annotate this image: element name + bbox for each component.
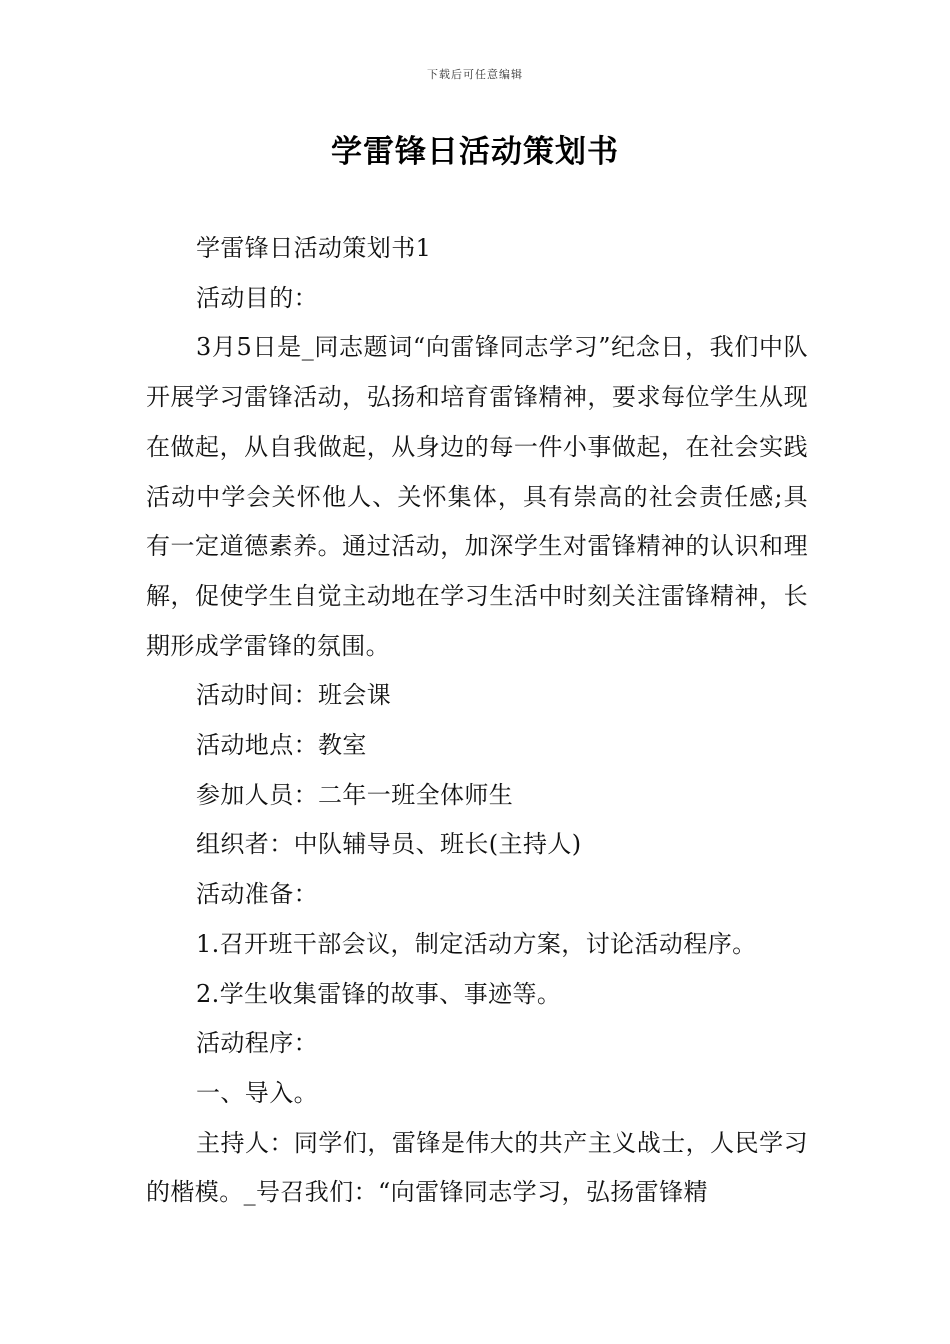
document-title: 学雷锋日活动策划书 (331, 134, 619, 170)
paragraph-procedure-intro: 一、导入。 (196, 1078, 318, 1107)
paragraph-participants: 参加人员：二年一班全体师生 (196, 780, 514, 809)
paragraph-purpose: 3月5日是_同志题词“向雷锋同志学习”纪念日，我们中队开展学习雷锋活动，弘扬和培育雷锋精神，要求每位学生从现在做起，从自我做起，从身边的每一件小事做起，在社会实践活动中学会关怀他人、关怀集体，具有崇高的社会责任感;具有一定道德素养。通过活动，加深学生对雷锋精神的认识和理解，促使学生自觉主动地在学习生活中时刻关注雷锋精神，长期形成学雷锋的氛围。 (146, 333, 808, 660)
paragraph-preparation-1: 1.召开班干部会议，制定活动方案，讨论活动程序。 (196, 929, 757, 958)
paragraph-procedure-heading: 活动程序： (196, 1029, 318, 1058)
paragraph-location: 活动地点：教室 (196, 731, 367, 760)
paragraph-subtitle: 学雷锋日活动策划书1 (196, 234, 432, 262)
paragraph-preparation-heading: 活动准备： (196, 880, 318, 909)
document-body (146, 224, 808, 1218)
paragraph-purpose-heading: 活动目的： (196, 283, 318, 312)
paragraph-preparation-2: 2.学生收集雷锋的故事、事迹等。 (196, 979, 562, 1008)
paragraph-host-speech: 主持人：同学们，雷锋是伟大的共产主义战士，人民学习的楷模。_号召我们：“向雷锋同志学习，弘扬雷锋精 (146, 1128, 808, 1207)
paragraph-organizer: 组织者：中队辅导员、班长(主持人) (196, 830, 582, 859)
paragraph-time: 活动时间：班会课 (196, 681, 392, 710)
header-note: 下载后可任意编辑 (427, 68, 523, 81)
